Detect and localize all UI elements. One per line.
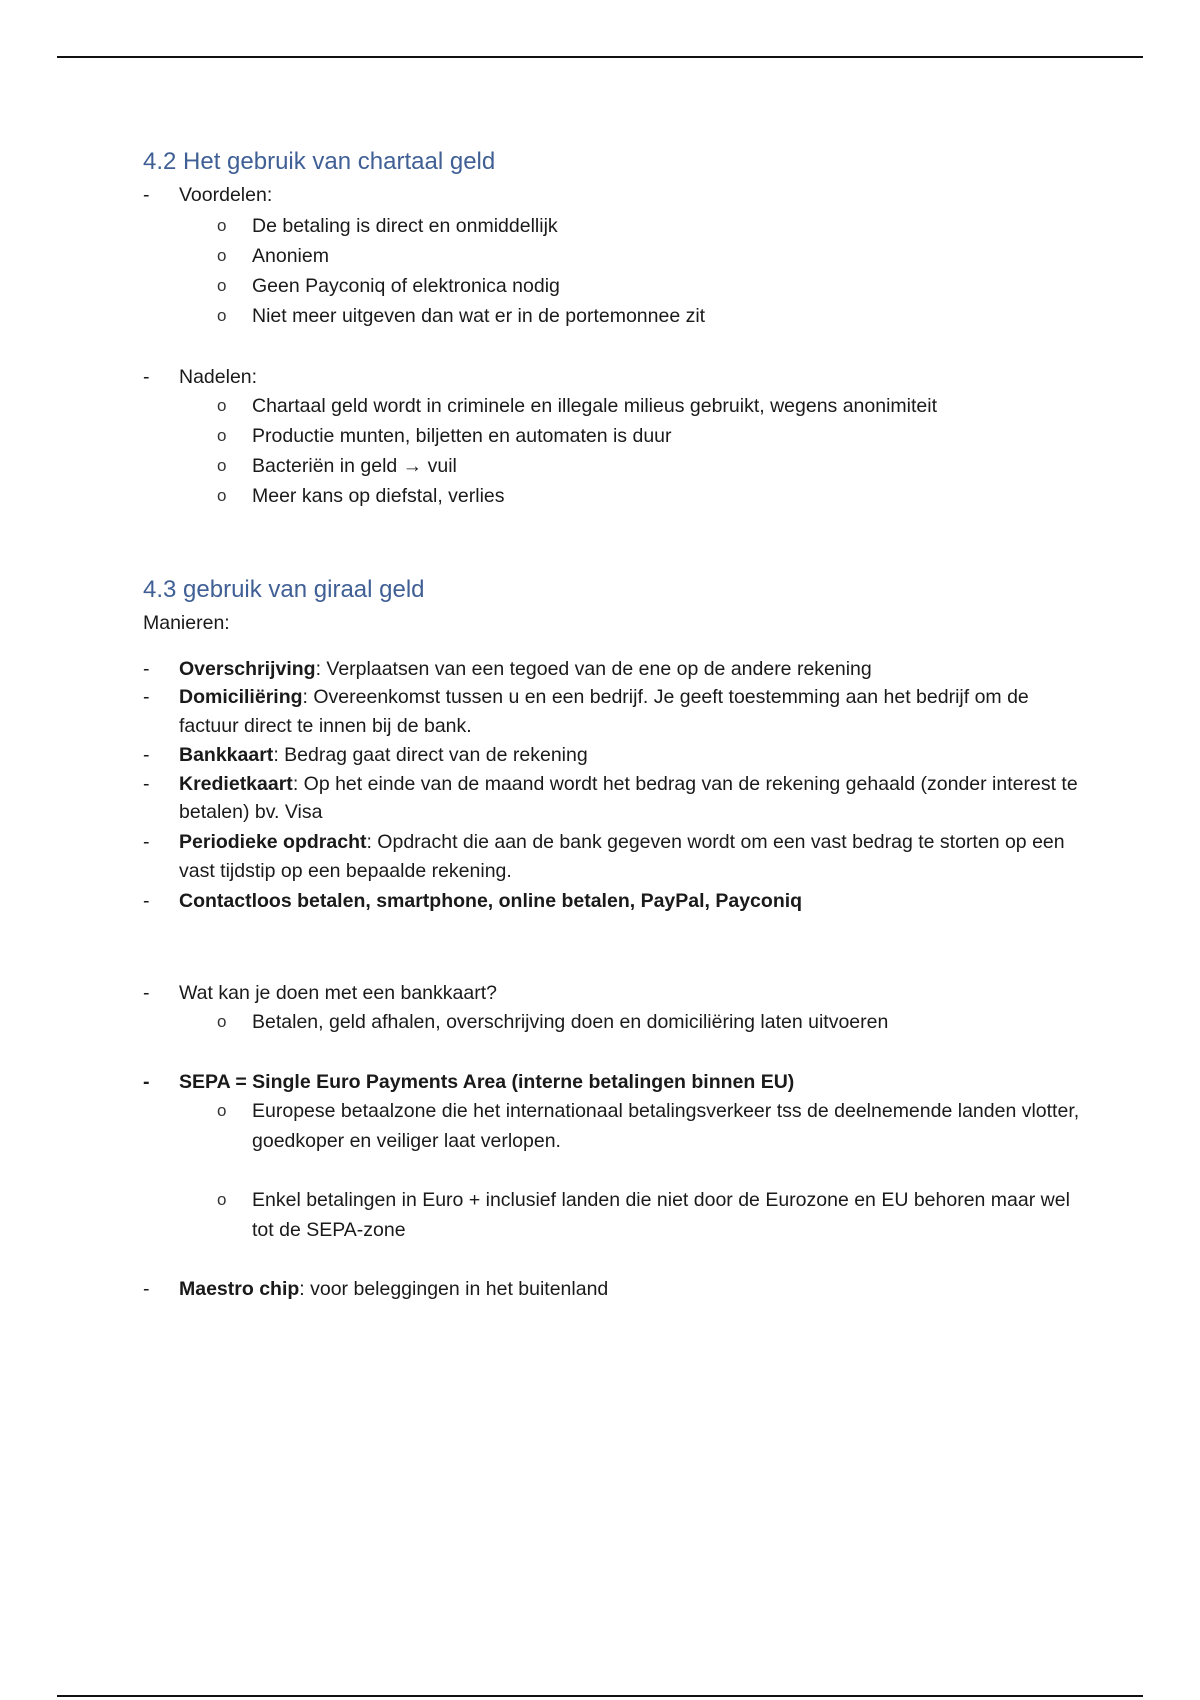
voordeel-item: Niet meer uitgeven dan wat er in de portemonnee zit bbox=[252, 305, 706, 327]
circle-bullet: o bbox=[217, 1190, 227, 1209]
dash-bullet: - bbox=[143, 686, 150, 708]
bankkaart-answer: Betalen, geld afhalen, overschrijving doen en domiciliëring laten uitvoeren bbox=[252, 1011, 889, 1033]
dash-bullet: - bbox=[143, 744, 150, 766]
giraal-item-periodieke-opdracht bbox=[179, 828, 1065, 856]
term: Periodieke opdracht bbox=[179, 831, 367, 853]
dash-bullet: - bbox=[143, 1071, 150, 1093]
dash-bullet: - bbox=[143, 831, 150, 853]
sepa-title: SEPA = Single Euro Payments Area (interne betalingen binnen EU) bbox=[179, 1071, 795, 1093]
circle-bullet: o bbox=[217, 426, 227, 445]
term: Kredietkaart bbox=[179, 773, 293, 795]
term: Domiciliëring bbox=[179, 686, 303, 708]
term: Maestro chip bbox=[179, 1278, 300, 1300]
dash-bullet: - bbox=[143, 658, 150, 680]
description-continued: vast tijdstip op een bepaalde rekening. bbox=[179, 860, 512, 882]
nadeel-item: Chartaal geld wordt in criminele en illegale milieus gebruikt, wegens anonimiteit bbox=[252, 395, 938, 417]
term: Overschrijving bbox=[179, 658, 316, 680]
dash-bullet: - bbox=[143, 890, 150, 912]
dash-bullet: - bbox=[143, 982, 150, 1004]
maestro-item bbox=[179, 1275, 608, 1303]
circle-bullet: o bbox=[217, 306, 227, 325]
description: : Verplaatsen van een tegoed van de ene op de andere rekening bbox=[315, 658, 872, 680]
giraal-item-domiciliering bbox=[179, 683, 1029, 711]
circle-bullet: o bbox=[217, 276, 227, 295]
heading-giraal-geld: 4.3 gebruik van giraal geld bbox=[143, 576, 425, 603]
description: : Bedrag gaat direct van de rekening bbox=[273, 744, 588, 766]
circle-bullet: o bbox=[217, 456, 227, 475]
giraal-item-overschrijving bbox=[179, 655, 872, 683]
nadeel-item: Bacteriën in geld → vuil bbox=[252, 455, 457, 477]
term: Contactloos betalen, smartphone, online betalen, PayPal, Payconiq bbox=[179, 890, 803, 912]
nadelen-label: Nadelen: bbox=[179, 366, 258, 388]
sepa-point-continued: goedkoper en veiliger laat verlopen. bbox=[252, 1130, 561, 1152]
term: Bankkaart bbox=[179, 744, 274, 766]
sepa-point-continued: tot de SEPA-zone bbox=[252, 1219, 406, 1241]
top-rule bbox=[57, 56, 1143, 58]
dash-bullet: - bbox=[143, 366, 150, 388]
dash-bullet: - bbox=[143, 184, 150, 206]
sepa-point: Europese betaalzone die het internationaal betalingsverkeer tss de deelnemende landen vlotter, bbox=[252, 1100, 1080, 1122]
description-continued: factuur direct te innen bij de bank. bbox=[179, 715, 472, 737]
description: : voor beleggingen in het buitenland bbox=[299, 1278, 609, 1300]
circle-bullet: o bbox=[217, 1012, 227, 1031]
nadeel-item: Productie munten, biljetten en automaten is duur bbox=[252, 425, 672, 447]
nadeel-item: Meer kans op diefstal, verlies bbox=[252, 485, 505, 507]
giraal-item-kredietkaart bbox=[179, 770, 1078, 798]
description: : Overeenkomst tussen u en een bedrijf. Je geeft toestemming aan het bedrijf om de bbox=[302, 686, 1029, 708]
circle-bullet: o bbox=[217, 486, 227, 505]
description-continued: betalen) bv. Visa bbox=[179, 801, 323, 823]
heading-chartaal-geld: 4.2 Het gebruik van chartaal geld bbox=[143, 148, 496, 175]
description: : Op het einde van de maand wordt het bedrag van de rekening gehaald (zonder interest te bbox=[292, 773, 1078, 795]
dash-bullet: - bbox=[143, 773, 150, 795]
voordeel-item: Geen Payconiq of elektronica nodig bbox=[252, 275, 560, 297]
giraal-item-contactloos bbox=[179, 887, 802, 915]
bottom-rule bbox=[57, 1695, 1143, 1697]
voordeel-item: Anoniem bbox=[252, 245, 329, 267]
circle-bullet: o bbox=[217, 246, 227, 265]
manieren-label: Manieren: bbox=[143, 612, 230, 634]
circle-bullet: o bbox=[217, 396, 227, 415]
giraal-item-bankkaart bbox=[179, 741, 588, 769]
voordelen-label: Voordelen: bbox=[179, 184, 273, 206]
circle-bullet: o bbox=[217, 1101, 227, 1120]
circle-bullet: o bbox=[217, 216, 227, 235]
dash-bullet: - bbox=[143, 1278, 150, 1300]
voordeel-item: De betaling is direct en onmiddellijk bbox=[252, 215, 558, 237]
description: : Opdracht die aan de bank gegeven wordt om een vast bedrag te storten op een bbox=[366, 831, 1065, 853]
bankkaart-question: Wat kan je doen met een bankkaart? bbox=[179, 982, 497, 1004]
sepa-point: Enkel betalingen in Euro + inclusief landen die niet door de Eurozone en EU behoren maar wel bbox=[252, 1189, 1070, 1211]
